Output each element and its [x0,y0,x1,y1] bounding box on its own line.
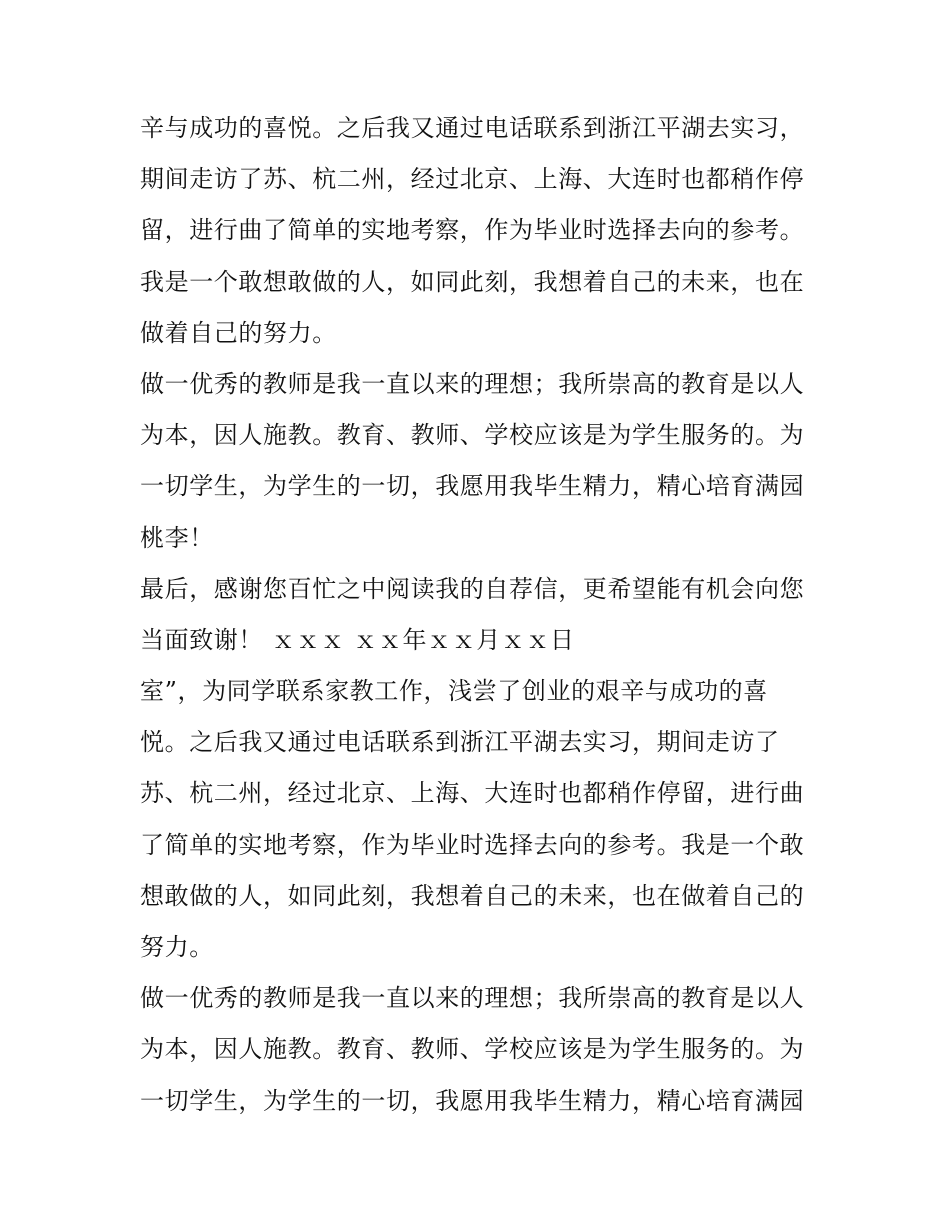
text-line: 悦。之后我又通过电话联系到浙江平湖去实习，期间走访了 [140,728,780,757]
text-line: 做一优秀的教师是我一直以来的理想；我所崇高的教育是以人 [140,369,805,398]
text-line: 室”，为同学联系家教工作，浅尝了创业的艰辛与成功的喜 [140,677,768,706]
text-line: 做着自己的努力。 [140,318,337,347]
text-line: 努力。 [140,933,214,961]
text-line: 为本，因人施教。教育、教师、学校应该是为学生服务的。为 [140,421,805,450]
text-line: 我是一个敢想敢做的人，如同此刻，我想着自己的未来，也在 [140,267,805,296]
text-line: 桃李！ [140,523,214,552]
text-line: 最后，感谢您百忙之中阅读我的自荐信，更希望能有机会向您 [140,574,805,603]
text-line: 了简单的实地考察，作为毕业时选择去向的参考。我是一个敢 [140,830,805,859]
text-line: 苏、杭二州，经过北京、上海、大连时也都稍作停留，进行曲 [140,779,805,808]
text-line: 留，进行曲了简单的实地考察，作为毕业时选择去向的参考。 [140,216,805,245]
text-line: 为本，因人施教。教育、教师、学校应该是为学生服务的。为 [140,1035,805,1064]
text-line: 一切学生，为学生的一切，我愿用我毕生精力，精心培育满园 [140,1086,805,1115]
text-line: 做一优秀的教师是我一直以来的理想；我所崇高的教育是以人 [140,984,805,1013]
letter-body [140,103,820,1127]
text-line: 期间走访了苏、杭二州，经过北京、上海、大连时也都稍作停 [140,165,805,194]
text-line: 想敢做的人，如同此刻，我想着自己的未来，也在做着自己的 [140,881,805,910]
text-line: 一切学生，为学生的一切，我愿用我毕生精力，精心培育满园 [140,472,805,501]
text-line: 辛与成功的喜悦。之后我又通过电话联系到浙江平湖去实习， [140,114,805,142]
signature-date-line: 当面致谢！ ｘｘｘ ｘｘ年ｘｘ月ｘｘ日 [140,625,575,654]
